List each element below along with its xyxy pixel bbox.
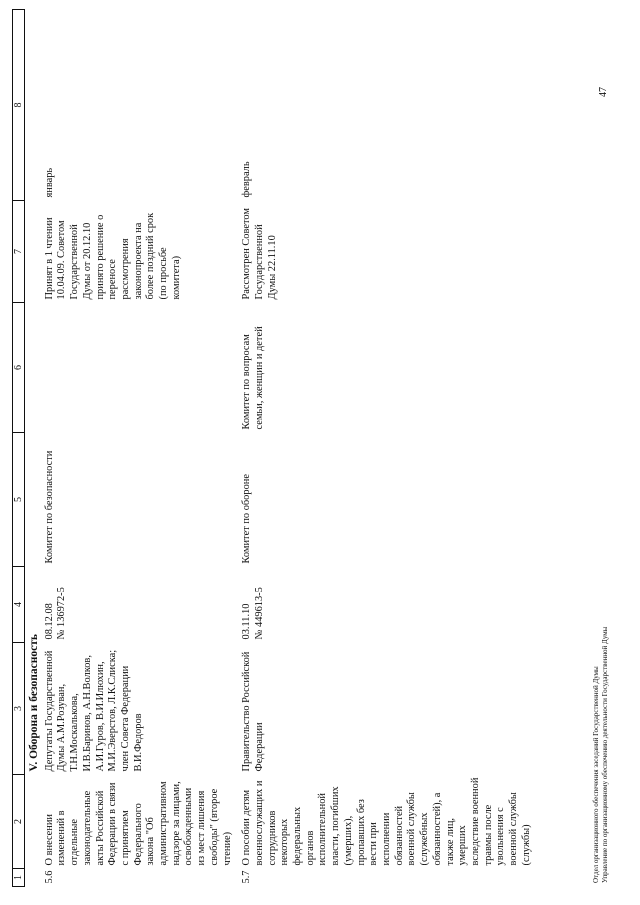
bill-status: Рассмотрен Советом Государственной Думы 22.11.10 <box>241 208 278 300</box>
bill-initiator: Депутаты Государственной Думы А.М.Розуван, Т.Н.Москалькова, И.В.Баринов, А.Н.Волков, А.И.Гуров, В.И.Илюхин, М.И.Эверстов, Л.К.Слиска; член Совета Федерации В.И.Федоров <box>43 649 144 772</box>
bill-title: О внесении изменений в отдельные законодательные акты Российской Федерации в связи с принятием Федерального закона "Об административном надзоре за лицами, освобожденными из мест лишения свободы" (второе чтение) <box>43 781 233 866</box>
bill-title: О пособии детям военнослужащих и сотрудников некоторых федеральных органов исполнительной власти, погибших (умерших), пропавших без вести при исполнении обязанностей военной службы (служебных обязанностей), а также лиц, умерших вследствие военной травмы после увольнения с военной службы (службы) <box>241 777 532 866</box>
responsible-committee: Комитет по обороне <box>241 474 253 564</box>
bill-status: Принят в 1 чтении 10.04.09. Советом Государственной Думы от 20.12.10 принято решение о переносе рассмотрения законопроекта на более поздний срок (по просьбе комитета) <box>43 212 182 300</box>
bill-initiator: Правительство Российской Федерации <box>241 651 265 772</box>
col-number-3: 3 <box>13 643 25 775</box>
page-number: 47 <box>598 87 609 97</box>
col-number-2: 2 <box>13 775 25 869</box>
item-number: 5.6 <box>43 870 55 884</box>
table-row <box>235 10 534 887</box>
col-number-6: 6 <box>13 303 25 433</box>
legislative-plan-table <box>12 9 534 887</box>
item-number: 5.7 <box>241 870 253 884</box>
bill-registration: 03.11.10 № 449613-5 <box>241 587 265 640</box>
bill-registration: 08.12.08 № 136972-5 <box>43 587 68 640</box>
section-row <box>25 10 43 887</box>
planned-month: февраль <box>241 161 253 198</box>
col-number-5: 5 <box>13 433 25 567</box>
col-number-7: 7 <box>13 201 25 303</box>
column-number-row <box>13 10 25 887</box>
col-number-1: 1 <box>13 869 25 887</box>
planned-month: январь <box>43 167 55 198</box>
footer-department: Отдел организационного обеспечения заседаний Государственной Думы <box>592 666 600 883</box>
responsible-committee: Комитет по безопасности <box>43 450 55 564</box>
col-number-8: 8 <box>13 10 25 201</box>
col-number-4: 4 <box>13 567 25 643</box>
co-committee: Комитет по вопросам семьи, женщин и детей <box>241 326 265 430</box>
section-title: V. Оборона и безопасность <box>28 634 40 772</box>
footer-directorate: Управление по организационному обеспечению деятельности Государственной Думы <box>601 626 609 883</box>
table-row <box>43 10 236 887</box>
co-committee <box>43 303 236 433</box>
